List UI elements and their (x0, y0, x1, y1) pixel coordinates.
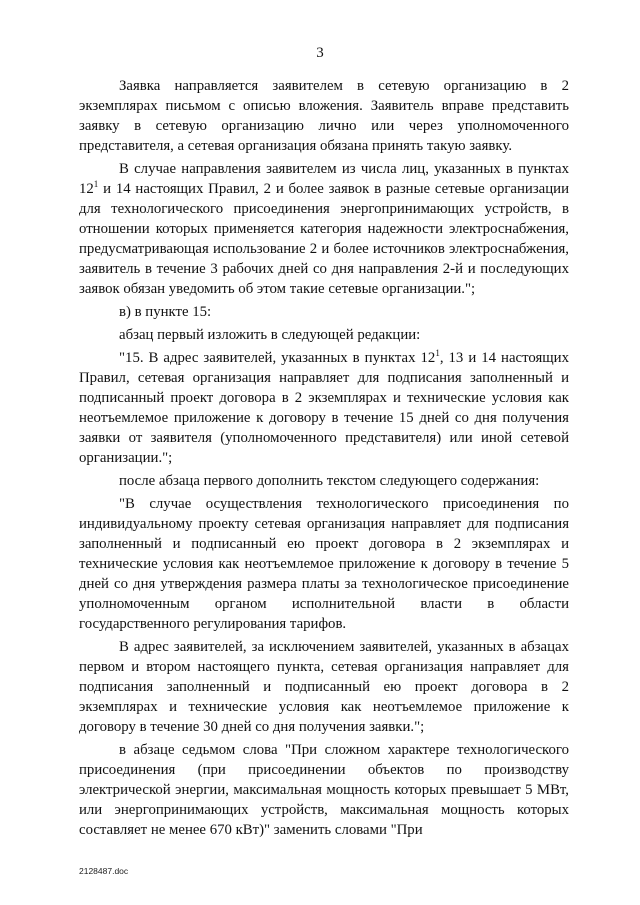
superscript: 1 (93, 179, 99, 190)
page-number: 3 (316, 45, 324, 61)
footer-filename: 2128487.doc (79, 866, 129, 876)
paragraph: абзац первый изложить в следующей редакции: (119, 327, 421, 343)
paragraph: В адрес заявителей, за исключением заявителей, указанных в абзацах первом и втором настоящего пункта, сетевая организация направляет для подписания заполненный и подписанный ею проект договора в 2 экземплярах и технические условия как неотъемлемое приложение к договору в течение 30 дней со дня получения заявки."; (79, 639, 569, 735)
paragraph: "15. В адрес заявителей, указанных в пунктах $12^1$, 13 и 14 настоящих Правил, сетевая организация направляет для подписания заполненный и подписанный проект договора в 2 экземплярах и технические условия как неотъемлемое приложение к договору в течение 15 дней со дня получения заявки от заявителя (уполномоченного представителя) или иной сетевой организации."; (79, 348, 569, 466)
paragraph: в) в пункте 15: (119, 304, 212, 320)
document-body (79, 76, 569, 840)
paragraph: Заявка направляется заявителем в сетевую организацию в 2 экземплярах письмом с описью вложения. Заявитель вправе представить заявку в сетевую организацию лично или через уполномоченного представителя, а сетевая организация обязана принять такую заявку. (79, 78, 569, 154)
paragraph: после абзаца первого дополнить текстом следующего содержания: (119, 473, 540, 489)
superscript: 1 (435, 348, 440, 359)
paragraph: "В случае осуществления технологического присоединения по индивидуальному проекту сетевая организация направляет для подписания заполненный и подписанный ею проект договора в 2 экземплярах и технические условия как неотъемлемое приложение к договору в течение 5 дней со дня утверждения размера платы за технологическое присоединение уполномоченным органом исполнительной власти в области государственного регулирования тарифов. (79, 496, 569, 632)
paragraph: В случае направления заявителем из числа лиц, указанных в пунктах $12^1$ и 14 настоящих Правил, 2 и более заявок в разные сетевые организации для технологического присоединения энергопринимающих устройств, в отношении которых применяется категория надежности электроснабжения, предусматривающая использование 2 и более источников электроснабжения, заявитель в течение 3 рабочих дней со дня направления 2-й и последующих заявок обязан уведомить об этом такие сетевые организации."; (79, 161, 569, 297)
paragraph: в абзаце седьмом слова "При сложном характере технологического присоединения (при присоединении объектов по производству электрической энергии, максимальная мощность которых превышает 5 МВт, или энергопринимающих устройств, максимальная мощность которых составляет не менее 670 кВт)" заменить словами "При (79, 742, 569, 838)
